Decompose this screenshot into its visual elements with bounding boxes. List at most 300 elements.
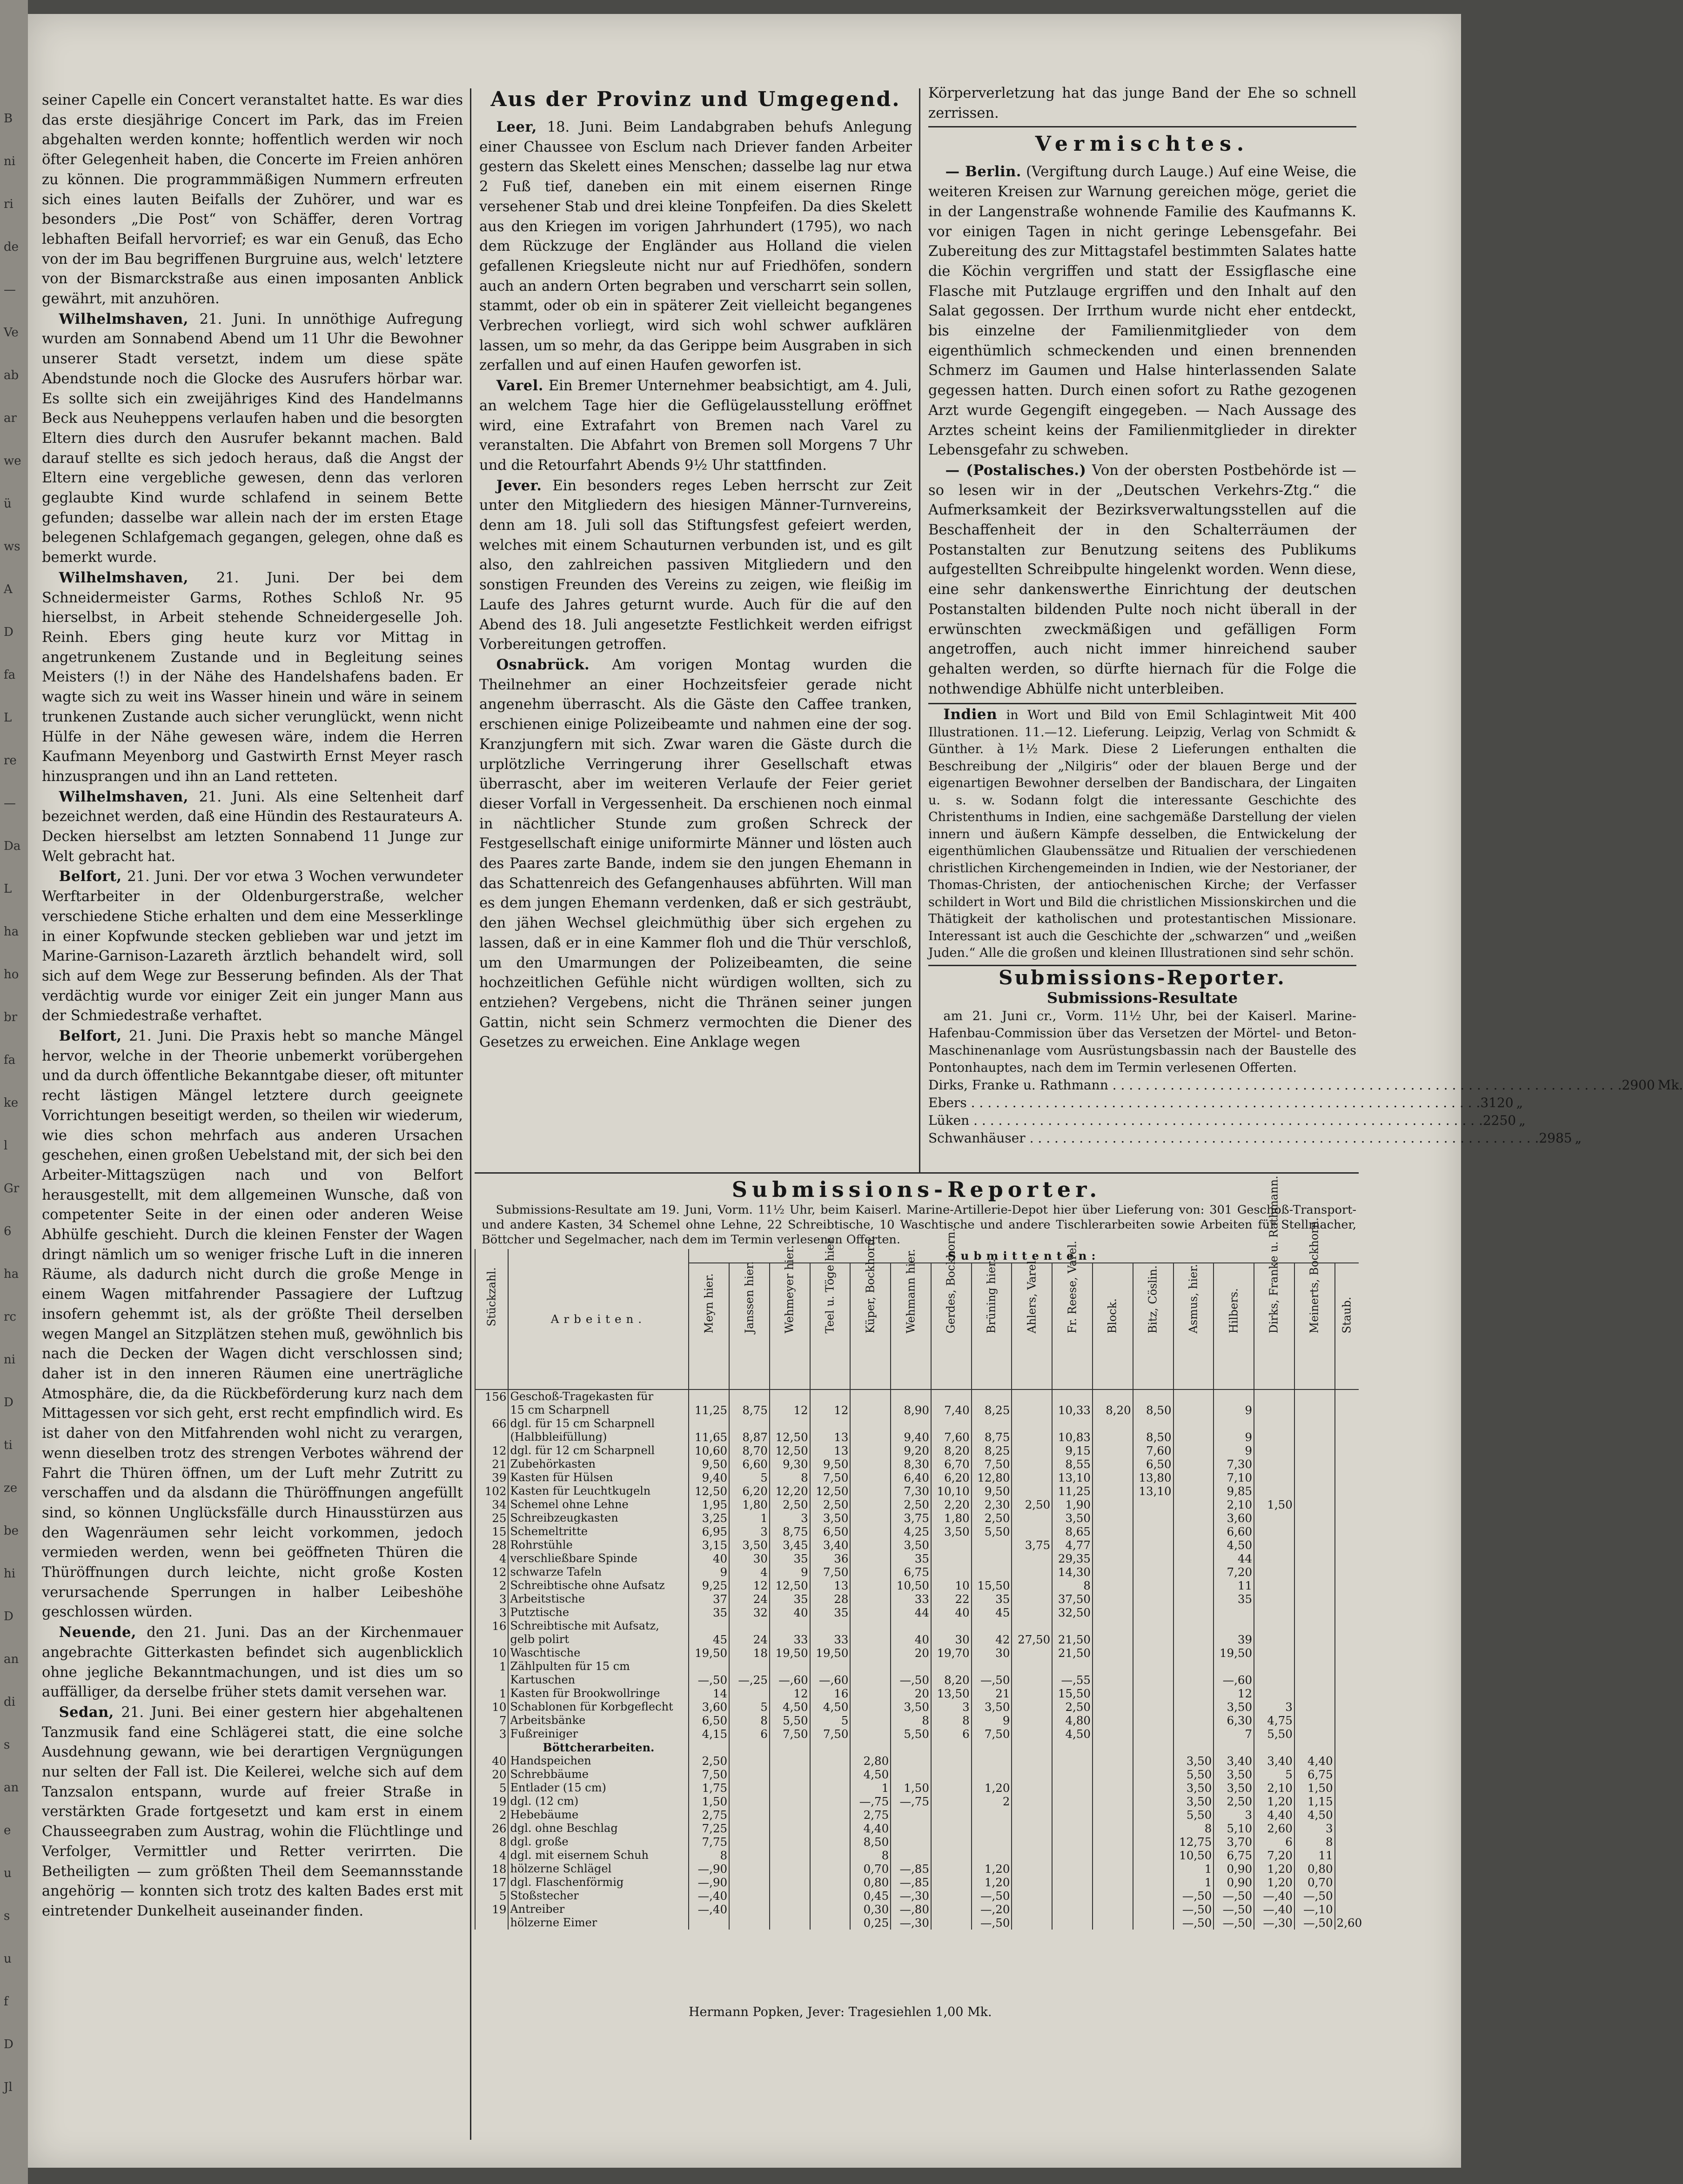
bid-cell: [1133, 1619, 1173, 1633]
bidder-name: Asmus, hier.: [1187, 1264, 1200, 1334]
bid-cell: 6,40: [891, 1471, 931, 1484]
bid-cell: 6,60: [729, 1457, 770, 1471]
bid-cell: 33: [810, 1633, 851, 1646]
bid-cell: —,40: [689, 1903, 729, 1916]
bid-cell: [1133, 1538, 1173, 1552]
bid-cell: [1093, 1525, 1133, 1538]
margin-fragment: l: [4, 1139, 8, 1153]
bid-cell: [1093, 1808, 1133, 1822]
bid-cell: [1214, 1741, 1254, 1754]
bid-cell: [1093, 1741, 1133, 1754]
bid-cell: [1294, 1403, 1335, 1417]
article-dateline: Jever.: [496, 477, 542, 494]
table-row: [475, 1538, 1359, 1552]
bid-cell: [1294, 1538, 1335, 1552]
bid-cell: [891, 1808, 931, 1822]
bid-cell: [1294, 1457, 1335, 1471]
article-text: 18. Juni. Beim Landabgraben behufs Anlegung einer Chaussee von Esclum nach Driever fanden Arbeiter gestern das Skelett eines Menschen; dasselbe lag nur etwa 2 Fuß tief, daneben ein mit einem eisernen Ringe versehener Stab und drei kleine Tonpfeifen. Da dies Skelett aus den Kriegen im vorigen Jahrhundert (1795), wo nach dem Rückzuge der Engländer aus Holland die vielen gefallenen Kriegsleute nicht nur auf Friedhöfen, sondern auch an andern Orten begraben und verscharrt sein sollen, stammt, oder ob ein in späterer Zeit vielleicht begangenes Verbrechen vorliegt, wird sich wohl schwer aufklären lassen, um so mehr, da das Gerippe beim Ausgraben in sich zerfallen und auf einen Haufen geworfen ist.: [479, 119, 912, 374]
bid-cell: [729, 1768, 770, 1781]
bid-cell: [931, 1781, 972, 1795]
bid-cell: 2,10: [1254, 1781, 1294, 1795]
bid-cell: 11: [1294, 1849, 1335, 1862]
bid-cell: 9,25: [689, 1579, 729, 1592]
bid-cell: 10,83: [1052, 1430, 1093, 1444]
bidder-column-header: [689, 1263, 729, 1389]
section-title-province: Aus der Provinz und Umgegend.: [490, 87, 901, 111]
bid-cell: [1093, 1916, 1133, 1930]
bid-cell: 15,50: [972, 1579, 1012, 1592]
bid-cell: 3: [1254, 1700, 1294, 1714]
bid-cell: [810, 1862, 851, 1876]
bid-cell: 20: [891, 1687, 931, 1700]
bid-cell: [850, 1727, 891, 1741]
bid-cell: [1294, 1660, 1335, 1673]
bid-cell: [1093, 1430, 1133, 1444]
section-title-miscellaneous: Vermischtes.: [1035, 132, 1250, 156]
bid-cell: 2,50: [1214, 1795, 1254, 1808]
bid-cell: [1254, 1606, 1294, 1619]
bid-cell: [1052, 1754, 1093, 1768]
bid-cell: [1133, 1795, 1173, 1808]
bidder-column-header: [1012, 1257, 1052, 1389]
bid-cell: 12,50: [770, 1430, 810, 1444]
bid-cell: [1012, 1565, 1052, 1579]
bid-cell: [972, 1552, 1012, 1565]
bid-cell: [1335, 1498, 1359, 1511]
row-work-item: Schreibtische mit Aufsatz,: [508, 1619, 689, 1633]
bid-cell: 1: [1173, 1862, 1214, 1876]
bid-cell: [1012, 1687, 1052, 1700]
bid-cell: 33: [770, 1633, 810, 1646]
bid-cell: [1335, 1471, 1359, 1484]
row-quantity: [475, 1403, 508, 1417]
article-text: Von der obersten Postbehörde ist — so lesen wir in der „Deutschen Verkehrs-Ztg.“ die Aufmerksamkeit der Bezirksverwaltungsstellen auf die Beschaffenheit der in den Schalterräumen der Postanstalten zur Benutzung seitens des Publikums aufgestellten Schreibpulte hingelenkt worden. Wenn diese, eine sehr dankenswerthe Einrichtung der deutschen Postanstalten bildenden Pulte noch nicht überall in der erwünschten zweckmäßigen und gefälligen Form angetroffen, auch nicht immer hinreichend sauber gehalten werden, so dürfte hiernach für die Folge die nothwendige Abhülfe nicht unterbleiben.: [928, 462, 1356, 697]
bid-cell: [850, 1592, 891, 1606]
bid-cell: —,50: [972, 1889, 1012, 1903]
qty-header-text: Stückzahl.: [485, 1267, 498, 1326]
row-work-item: Geschoß-Tragekasten für: [508, 1389, 689, 1403]
bid-unit: „: [1519, 1113, 1526, 1129]
bid-cell: 22: [931, 1592, 972, 1606]
table-row: [475, 1633, 1359, 1646]
row-work-item: Handspeichen: [508, 1754, 689, 1768]
bid-cell: [1052, 1903, 1093, 1916]
margin-fragment: Ve: [4, 326, 19, 340]
bid-cell: 1,50: [1254, 1498, 1294, 1511]
row-quantity: 19: [475, 1795, 508, 1808]
bid-cell: 37,50: [1052, 1592, 1093, 1606]
bid-cell: [729, 1835, 770, 1849]
bid-cell: 1,15: [1294, 1795, 1335, 1808]
bid-cell: [810, 1619, 851, 1633]
bid-cell: —,50: [972, 1673, 1012, 1687]
bid-cell: 12,75: [1173, 1835, 1214, 1849]
bid-cell: [1133, 1903, 1173, 1916]
bid-cell: [1133, 1808, 1173, 1822]
bid-cell: [1133, 1741, 1173, 1754]
column-rule-1: [470, 88, 471, 2140]
margin-fragment: D: [4, 2037, 13, 2051]
bid-cell: 4,50: [770, 1700, 810, 1714]
table-row: [475, 1525, 1359, 1538]
bid-cell: [729, 1417, 770, 1430]
row-quantity: 8: [475, 1835, 508, 1849]
bid-cell: 13: [810, 1579, 851, 1592]
row-quantity: 12: [475, 1565, 508, 1579]
bid-cell: [850, 1484, 891, 1498]
bid-cell: [891, 1849, 931, 1862]
bid-cell: 3,75: [1012, 1538, 1052, 1552]
table-row: [475, 1876, 1359, 1889]
bid-cell: [931, 1754, 972, 1768]
bid-cell: 12,50: [810, 1484, 851, 1498]
bid-cell: [1093, 1660, 1133, 1673]
row-work-item: Putztische: [508, 1606, 689, 1619]
bid-cell: 0,70: [1294, 1876, 1335, 1889]
bid-cell: [729, 1903, 770, 1916]
bid-cell: [770, 1619, 810, 1633]
bid-cell: 12,50: [689, 1484, 729, 1498]
bid-cell: 3: [1294, 1822, 1335, 1835]
bid-cell: [1173, 1511, 1214, 1525]
bidder-column-header: [1052, 1241, 1093, 1389]
bid-cell: 1: [729, 1511, 770, 1525]
margin-fragment: L: [4, 882, 12, 896]
bid-cell: [1294, 1579, 1335, 1592]
margin-fragment: ho: [4, 968, 19, 982]
bidder-column-header: [850, 1235, 891, 1389]
bid-cell: [931, 1538, 972, 1552]
bid-cell: 7,50: [689, 1768, 729, 1781]
table-row: [475, 1579, 1359, 1592]
table-row: [475, 1768, 1359, 1781]
bid-cell: [1012, 1673, 1052, 1687]
bid-cell: 0,90: [1214, 1862, 1254, 1876]
bid-cell: [1214, 1660, 1254, 1673]
bid-cell: [1133, 1606, 1173, 1619]
bid-cell: [850, 1565, 891, 1579]
bid-cell: [729, 1808, 770, 1822]
table-row: [475, 1714, 1359, 1727]
bid-cell: [1133, 1700, 1173, 1714]
bid-cell: [931, 1849, 972, 1862]
bid-cell: [1254, 1633, 1294, 1646]
margin-fragment: D: [4, 625, 13, 639]
bidder-name: Küper, Bockhorn.: [864, 1235, 877, 1334]
bidder-column-header: [1093, 1263, 1133, 1389]
bid-cell: [1254, 1417, 1294, 1430]
bid-cell: [1335, 1727, 1359, 1741]
bid-cell: 7,75: [689, 1835, 729, 1849]
row-work-item: Hebebäume: [508, 1808, 689, 1822]
bid-cell: [972, 1389, 1012, 1403]
margin-fragment: —: [4, 796, 16, 810]
bid-cell: 6: [729, 1727, 770, 1741]
table-row: [475, 1781, 1359, 1795]
bid-cell: 15,50: [1052, 1687, 1093, 1700]
bid-cell: 1,20: [1254, 1795, 1294, 1808]
bid-cell: 0,45: [850, 1889, 891, 1903]
bid-cell: [1335, 1714, 1359, 1727]
margin-fragment: ti: [4, 1438, 13, 1452]
bid-cell: [972, 1849, 1012, 1862]
bid-cell: [850, 1511, 891, 1525]
bid-cell: [1052, 1389, 1093, 1403]
bid-cell: 7,25: [689, 1822, 729, 1835]
row-work-item: dgl. (12 cm): [508, 1795, 689, 1808]
bid-cell: 9,85: [1214, 1484, 1254, 1498]
bid-cell: [1012, 1754, 1052, 1768]
bid-cell: 7,20: [1254, 1849, 1294, 1862]
bid-cell: 1,20: [972, 1862, 1012, 1876]
bid-cell: [1012, 1403, 1052, 1417]
row-quantity: 156: [475, 1389, 508, 1403]
row-work-item: Schrebbäume: [508, 1768, 689, 1781]
bid-cell: [1012, 1552, 1052, 1565]
bid-cell: 3: [729, 1525, 770, 1538]
bid-cell: 3: [770, 1511, 810, 1525]
bid-cell: [1093, 1673, 1133, 1687]
row-work-item: Schemel ohne Lehne: [508, 1498, 689, 1511]
bid-cell: [770, 1768, 810, 1781]
bid-row: [928, 1112, 1526, 1129]
bid-cell: 9: [972, 1714, 1012, 1727]
bid-row: [928, 1129, 1582, 1147]
bid-cell: [850, 1660, 891, 1673]
bid-cell: [1335, 1430, 1359, 1444]
bid-cell: [1173, 1471, 1214, 1484]
bid-cell: 10,10: [931, 1484, 972, 1498]
bid-cell: [1254, 1430, 1294, 1444]
bid-cell: [931, 1862, 972, 1876]
newspaper-page: [28, 14, 1683, 2168]
bid-cell: [1173, 1687, 1214, 1700]
article-paragraph: [479, 476, 912, 655]
bid-cell: [1254, 1525, 1294, 1538]
margin-fragment: 6: [4, 1224, 12, 1238]
margin-fragment: s: [4, 1909, 10, 1923]
bid-cell: 27,50: [1012, 1633, 1052, 1646]
bid-cell: 44: [1214, 1552, 1254, 1565]
bid-cell: 33: [891, 1592, 931, 1606]
table-row: [475, 1389, 1359, 1403]
bid-cell: 3,50: [1052, 1511, 1093, 1525]
bid-cell: [1254, 1565, 1294, 1579]
bid-cell: 8: [689, 1849, 729, 1862]
section-rule: [928, 126, 1356, 127]
bid-cell: [1294, 1525, 1335, 1538]
bid-cell: 4,40: [850, 1822, 891, 1835]
bid-cell: 3,50: [972, 1700, 1012, 1714]
bid-cell: 8,25: [972, 1403, 1012, 1417]
article-text: seiner Capelle ein Concert veranstaltet hatte. Es war dies das erste diesjährige Concert im Park, das im Freien abgehalten werden konnte; hoffentlich werden wir noch öfter Gelegenheit haben, die Concerte im Freien anhören zu können. Die programmmäßigen Nummern erfreuten sich eines lauten Beifalls der Zuhörer, und war es besonders „Die Post“ von Schäffer, deren Vortrag lebhaften Beifall hervorrief; es war ein Genuß, das Echo von der im Bau begriffenen Burgruine aus, welch' letztere von der Bismarckstraße aus einen imposanten Anblick gewährt, mit anzuhören.: [42, 92, 463, 307]
row-quantity: 66: [475, 1417, 508, 1430]
bid-cell: [1093, 1835, 1133, 1849]
bid-cell: 39: [1214, 1633, 1254, 1646]
bid-cell: 4,25: [891, 1525, 931, 1538]
row-work-item: Stoßstecher: [508, 1889, 689, 1903]
bid-cell: [1012, 1646, 1052, 1660]
bid-cell: 20: [891, 1646, 931, 1660]
bid-cell: [1173, 1592, 1214, 1606]
margin-fragment: ws: [4, 540, 20, 554]
bid-cell: 40: [689, 1552, 729, 1565]
side-reporter-subtitle: Submissions-Resultate: [1047, 988, 1238, 1007]
bid-cell: [810, 1808, 851, 1822]
bidder-column-header: [1335, 1263, 1359, 1389]
bid-cell: [1012, 1903, 1052, 1916]
bidder-name: Bitz, Cöslin.: [1146, 1265, 1160, 1334]
bid-cell: [1335, 1619, 1359, 1633]
bid-cell: [1052, 1876, 1093, 1889]
bidder-name: Staub.: [1340, 1296, 1354, 1334]
bid-cell: [1012, 1768, 1052, 1781]
bid-cell: 5: [810, 1714, 851, 1727]
bid-cell: [972, 1768, 1012, 1781]
bid-cell: 0,80: [1294, 1862, 1335, 1876]
bid-cell: [1012, 1835, 1052, 1849]
bid-cell: [1012, 1417, 1052, 1430]
bid-cell: 3,50: [729, 1538, 770, 1552]
bid-cell: 6,30: [1214, 1714, 1254, 1727]
bid-cell: [1294, 1498, 1335, 1511]
bid-cell: [1173, 1430, 1214, 1444]
bid-cell: 2: [972, 1795, 1012, 1808]
row-quantity: 3: [475, 1727, 508, 1741]
bid-cell: [1294, 1389, 1335, 1403]
table-row: [475, 1619, 1359, 1633]
bid-cell: [1335, 1660, 1359, 1673]
bid-cell: [1173, 1484, 1214, 1498]
bid-cell: [1093, 1417, 1133, 1430]
bid-cell: 6,20: [729, 1484, 770, 1498]
article-dateline: Osnabrück.: [496, 656, 590, 673]
bid-cell: —,60: [1214, 1673, 1254, 1687]
bidder-column-header: [1133, 1263, 1173, 1389]
row-work-item: Schreibzeugkasten: [508, 1511, 689, 1525]
bid-cell: [1012, 1781, 1052, 1795]
bid-cell: [891, 1768, 931, 1781]
bid-cell: [1133, 1579, 1173, 1592]
bid-cell: [1294, 1565, 1335, 1579]
bid-cell: [931, 1417, 972, 1430]
row-quantity: 1: [475, 1687, 508, 1700]
bid-cell: —,30: [891, 1916, 931, 1930]
bid-cell: 1: [850, 1781, 891, 1795]
bid-cell: [1052, 1660, 1093, 1673]
bid-cell: [1133, 1714, 1173, 1727]
bid-cell: [1294, 1471, 1335, 1484]
bid-cell: 4,50: [1214, 1538, 1254, 1552]
bid-cell: [1133, 1727, 1173, 1741]
article-dateline: Sedan,: [59, 1703, 114, 1721]
bid-cell: 1,95: [689, 1498, 729, 1511]
bid-cell: [1093, 1484, 1133, 1498]
bid-cell: 3,50: [1173, 1781, 1214, 1795]
bid-cell: [729, 1389, 770, 1403]
bid-cell: [689, 1660, 729, 1673]
row-quantity: 4: [475, 1849, 508, 1862]
bid-price: 2985: [1539, 1130, 1572, 1146]
bid-cell: [770, 1876, 810, 1889]
bid-cell: 1,50: [891, 1781, 931, 1795]
bid-cell: [1173, 1673, 1214, 1687]
bid-cell: [1133, 1889, 1173, 1903]
bid-cell: 9,40: [891, 1430, 931, 1444]
margin-fragment: Jl: [4, 2080, 13, 2094]
bid-cell: [1254, 1687, 1294, 1700]
row-quantity: 28: [475, 1538, 508, 1552]
margin-fragment: D: [4, 1396, 13, 1409]
bid-cell: 19,50: [1214, 1646, 1254, 1660]
row-work-item: dgl. große: [508, 1835, 689, 1849]
bid-cell: 30: [931, 1633, 972, 1646]
bid-cell: [972, 1808, 1012, 1822]
article-paragraph: [928, 461, 1356, 699]
margin-fragment: Gr: [4, 1182, 20, 1196]
article-continuation: Körperverletzung hat das junge Band der Ehe so schnell zerrissen.: [928, 85, 1356, 121]
bid-cell: [1335, 1889, 1359, 1903]
bid-cell: [770, 1835, 810, 1849]
bid-cell: 5: [729, 1700, 770, 1714]
table-row: [475, 1754, 1359, 1768]
bid-cell: [1173, 1525, 1214, 1538]
bid-cell: 3,50: [1214, 1768, 1254, 1781]
bid-cell: 1,80: [931, 1511, 972, 1525]
row-work-item: dgl. ohne Beschlag: [508, 1822, 689, 1835]
row-quantity: 40: [475, 1754, 508, 1768]
bid-cell: [1173, 1389, 1214, 1403]
bid-cell: 2,10: [1214, 1498, 1254, 1511]
bid-cell: —,30: [1254, 1916, 1294, 1930]
book-advertisement: [928, 706, 1356, 962]
bid-cell: [729, 1754, 770, 1768]
row-work-item: dgl. für 15 cm Scharpnell: [508, 1417, 689, 1430]
bid-cell: 7,50: [810, 1727, 851, 1741]
bid-cell: 8: [891, 1714, 931, 1727]
article-dateline: — (Postalisches.): [945, 461, 1086, 479]
bid-cell: [1254, 1444, 1294, 1457]
bid-cell: [931, 1565, 972, 1579]
bid-cell: 2,50: [1052, 1700, 1093, 1714]
bidder-column-header: [1214, 1263, 1254, 1389]
article-text: 21. Juni. In unnöthige Aufregung wurden am Sonnabend Abend um 11 Uhr die Bewohner unserer Stadt versetzt, indem um diese späte Abendstunde noch die Glocke des Ausrufers hörbar war. Es sollte sich ein zweijähriges Kind des Handelmanns Beck aus Neuheppens verlaufen haben und die besorgten Eltern dies durch den Ausrufer bekannt machen. Bald darauf stellte es sich jedoch heraus, daß die Angst der Eltern eine vergebliche gewesen, denn das verloren geglaubte Kind wurde schlafend in seinem Bette gefunden; dasselbe war allein nach der im ersten Etage belegenen Schlafgemach gegangen, gelegen, ohne daß es bemerkt wurde.: [42, 311, 463, 566]
margin-fragment: ar: [4, 411, 17, 425]
bid-cell: 2,50: [891, 1498, 931, 1511]
bid-cell: [1335, 1808, 1359, 1822]
bid-cell: —,30: [891, 1889, 931, 1903]
bid-cell: [1133, 1916, 1173, 1930]
bidder-column-header: [810, 1236, 851, 1389]
bid-cell: [1335, 1403, 1359, 1417]
column-rule-2: [919, 88, 920, 1172]
bid-cell: [972, 1565, 1012, 1579]
bid-cell: [729, 1660, 770, 1673]
bid-cell: [931, 1822, 972, 1835]
bid-cell: [1012, 1444, 1052, 1457]
bid-cell: [1093, 1565, 1133, 1579]
bid-cell: 40: [770, 1606, 810, 1619]
side-reporter-title: Submissions-Reporter.: [999, 966, 1286, 989]
bid-cell: [972, 1835, 1012, 1849]
bid-cell: 3,60: [689, 1700, 729, 1714]
bid-cell: 37: [689, 1592, 729, 1606]
bid-cell: 21,50: [1052, 1633, 1093, 1646]
row-quantity: 4: [475, 1552, 508, 1565]
bidder-name: Wehmann hier.: [904, 1249, 918, 1334]
row-quantity: [475, 1430, 508, 1444]
bid-cell: [810, 1916, 851, 1930]
